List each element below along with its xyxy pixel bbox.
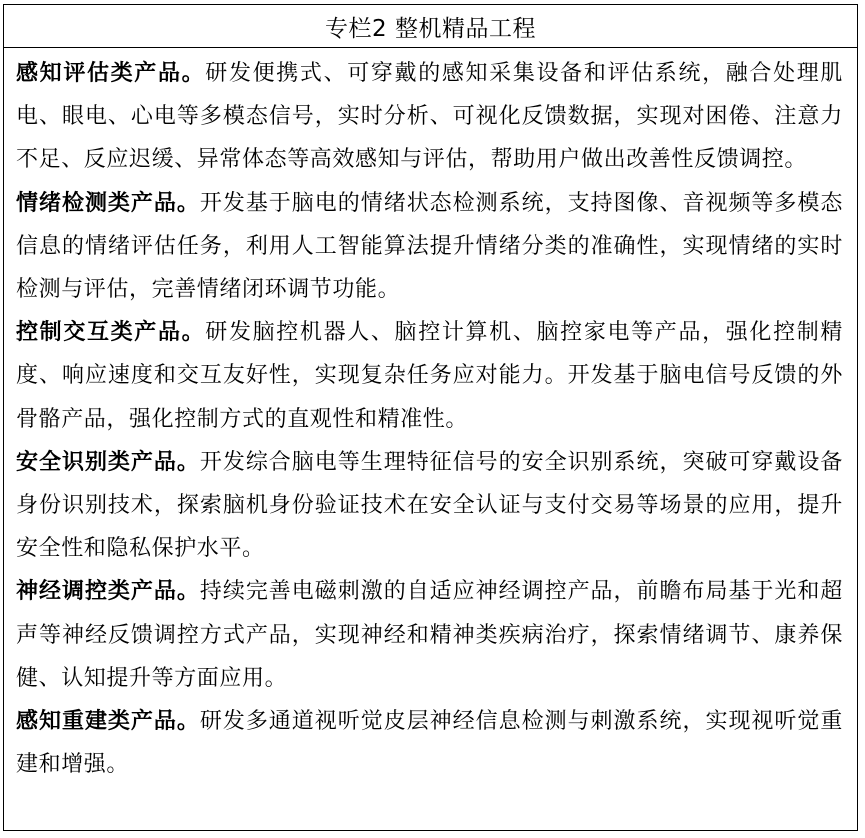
item-perception-reconstruction: [16, 700, 843, 786]
item-title: 控制交互类产品。: [16, 320, 206, 346]
item-neuromodulation: [16, 570, 843, 700]
box-title: 专栏2 整机精品工程: [325, 15, 536, 42]
item-title: 感知评估类产品。: [16, 61, 206, 86]
item-perception-assessment: [16, 52, 843, 182]
item-text: 开发基于脑电的情绪状态检测系统，支持图像、音视频等多模态信息的情绪评估任务，利用人工智能算法提升情绪分类的准确性，实现情绪的实时检测与评估，完善情绪闭环调节功能。: [16, 190, 843, 303]
item-title: 安全识别类产品。: [16, 449, 200, 475]
item-title: 神经调控类产品。: [16, 579, 200, 605]
item-text: 开发综合脑电等生理特征信号的安全识别系统，突破可穿戴设备身份识别技术，探索脑机身份验证技术在安全认证与支付交易等场景的应用，提升安全性和隐私保护水平。: [16, 449, 843, 562]
box-content: [4, 48, 857, 786]
item-title: 情绪检测类产品。: [16, 190, 200, 216]
item-emotion-detection: [16, 182, 843, 312]
item-title: 感知重建类产品。: [16, 709, 200, 735]
item-security-identification: [16, 441, 843, 571]
item-control-interaction: [16, 311, 843, 441]
item-text: 持续完善电磁刺激的自适应神经调控产品，前瞻布局基于光和超声等神经反馈调控方式产品，实现神经和精神类疾病治疗，探索情绪调节、康养保健、认知提升等方面应用。: [16, 579, 843, 691]
item-text: 研发多通道视听觉皮层神经信息检测与刺激系统，实现视听觉重建和增强。: [16, 709, 843, 778]
feature-box: [3, 4, 858, 831]
item-text: 研发便携式、可穿戴的感知采集设备和评估系统，融合处理肌电、眼电、心电等多模态信号，实时分析、可视化反馈数据，实现对困倦、注意力不足、反应迟缓、异常体态等高效感知与评估，帮助用户做出改善性反馈调控。: [16, 61, 844, 173]
box-header: [4, 5, 857, 48]
item-text: 研发脑控机器人、脑控计算机、脑控家电等产品，强化控制精度、响应速度和交互友好性，实现复杂任务应对能力。开发基于脑电信号反馈的外骨骼产品，强化控制方式的直观性和精准性。: [16, 320, 844, 432]
